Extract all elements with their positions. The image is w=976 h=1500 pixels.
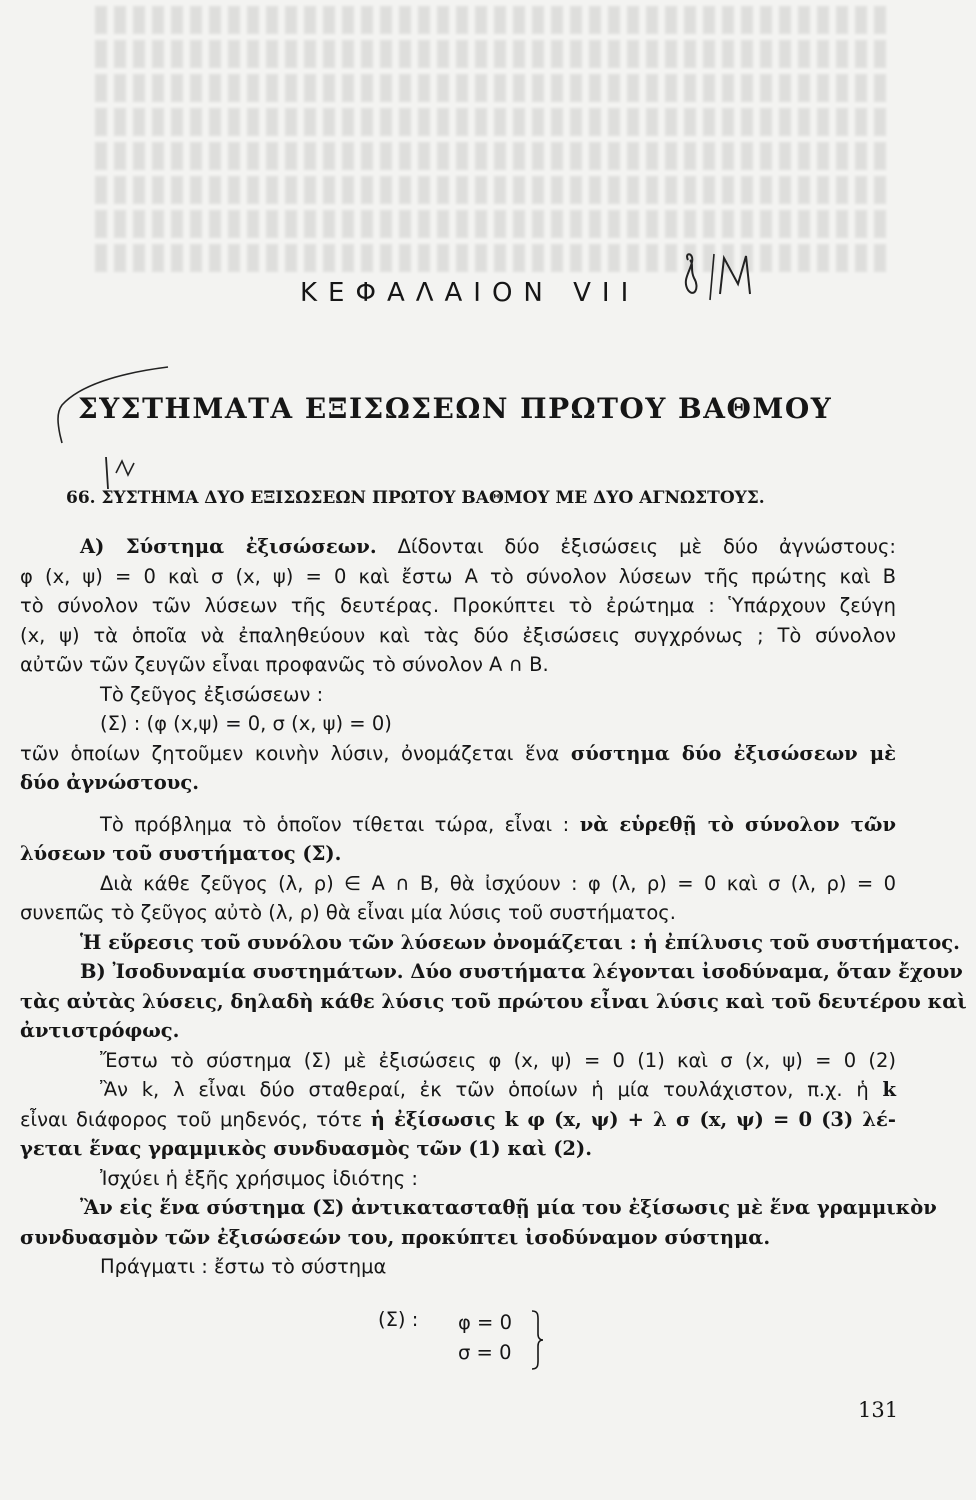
system-definition: (Σ) : (φ (x,ψ) = 0, σ (x, ψ) = 0) bbox=[100, 712, 392, 735]
body-line: γεται ἕνας γραμμικὸς συνδυασμὸς τῶν (1) καὶ (2). bbox=[20, 1137, 593, 1160]
right-brace-icon bbox=[530, 1308, 544, 1372]
body-line: Ἔστω τὸ σύστημα (Σ) μὲ ἐξισώσεις φ (x, ψ) = 0 (1) καὶ σ (x, ψ) = 0 (2) bbox=[100, 1048, 896, 1072]
body-line: Ἡ εὕρεσις τοῦ συνόλου τῶν λύσεων ὀνομάζεται : ἡ ἐπίλυσις τοῦ συστήματος. bbox=[80, 930, 960, 954]
system-equations bbox=[458, 1308, 512, 1368]
handwritten-bracket-icon bbox=[50, 365, 190, 495]
chapter-title: ΣΥΣΤΗΜΑΤΑ ΕΞΙΣΩΣΕΩΝ ΠΡΩΤΟΥ ΒΑΘΜΟΥ bbox=[78, 392, 833, 425]
body-line: Τὸ πρόβλημα τὸ ὁποῖον τίθεται τώρα, εἶναι : νὰ εὑρεθῇ τὸ σύνολον τῶν bbox=[100, 812, 896, 836]
page-number: 131 bbox=[858, 1398, 899, 1422]
chapter-heading: ΚΕΦΑΛΑΙΟΝ VII bbox=[300, 278, 640, 308]
body-line: συνδυασμὸν τῶν ἐξισώσεών του, προκύπτει ἰσοδύναμον σύστημα. bbox=[20, 1225, 771, 1249]
body-line: Ἰσχύει ἡ ἑξῆς χρήσιμος ἰδιότης : bbox=[100, 1166, 418, 1190]
body-line: Ἂν k, λ εἶναι δύο σταθεραί, ἐκ τῶν ὁποίων ἡ μία τουλάχιστον, π.χ. ἡ k bbox=[100, 1078, 896, 1101]
body-line: τῶν ὁποίων ζητοῦμεν κοινὴν λύσιν, ὀνομάζεται ἕνα σύστημα δύο ἐξισώσεων μὲ bbox=[20, 741, 896, 765]
body-line: δύο ἀγνώστους. bbox=[20, 771, 200, 794]
body-line: φ (x, ψ) = 0 καὶ σ (x, ψ) = 0 καὶ ἔστω Α τὸ σύνολον λύσεων τῆς πρώτης καὶ Β bbox=[20, 564, 896, 588]
body-line: συνεπῶς τὸ ζεῦγος αὐτὸ (λ, ρ) θὰ εἶναι μία λύσις τοῦ συστήματος. bbox=[20, 901, 676, 924]
body-line: τὰς αὐτὰς λύσεις, δηλαδὴ κάθε λύσις τοῦ πρώτου εἶναι λύσις καὶ τοῦ δευτέρου καὶ bbox=[20, 989, 967, 1013]
body-line: τὸ σύνολον τῶν λύσεων τῆς δευτέρας. Προκύπτει τὸ ἐρώτημα : Ὑπάρχουν ζεύγη bbox=[20, 594, 896, 617]
body-line: Ἂν εἰς ἕνα σύστημα (Σ) ἀντικατασταθῇ μία του ἐξίσωσις μὲ ἕνα γραμμικὸν bbox=[80, 1196, 937, 1219]
body-line: λύσεων τοῦ συστήματος (Σ). bbox=[20, 842, 342, 865]
system-label: (Σ) : bbox=[378, 1308, 419, 1331]
body-text bbox=[20, 532, 967, 1282]
body-line: εἶναι διάφορος τοῦ μηδενός, τότε ἡ ἐξίσωσις k φ (x, ψ) + λ σ (x, ψ) = 0 (3) λέ- bbox=[20, 1107, 896, 1131]
body-line: Α) Σύστημα ἐξισώσεων. Δίδονται δύο ἐξισώσεις μὲ δύο ἀγνώστους: bbox=[80, 535, 896, 558]
handwritten-annotation-icon bbox=[680, 250, 770, 305]
body-line: Διὰ κάθε ζεῦγος (λ, ρ) ∈ Α ∩ Β, θὰ ἰσχύουν : φ (λ, ρ) = 0 καὶ σ (λ, ρ) = 0 bbox=[100, 871, 896, 895]
system-equation-1: φ = 0 bbox=[458, 1311, 513, 1334]
body-line: αὐτῶν τῶν ζευγῶν εἶναι προφανῶς τὸ σύνολον Α ∩ Β. bbox=[20, 653, 549, 676]
body-line: (x, ψ) τὰ ὁποῖα νὰ ἐπαληθεύουν καὶ τὰς δύο ἐξισώσεις συγχρόνως ; Τὸ σύνολον bbox=[20, 623, 896, 647]
body-line: Β) Ἰσοδυναμία συστημάτων. Δύο συστήματα λέγονται ἰσοδύναμα, ὅταν ἔχουν bbox=[80, 960, 963, 983]
body-line: Τὸ ζεῦγος ἐξισώσεων : bbox=[100, 682, 324, 706]
section-heading: 66. ΣΥΣΤΗΜΑ ΔΥΟ ΕΞΙΣΩΣΕΩΝ ΠΡΩΤΟΥ ΒΑΘΜΟΥ ΜΕ ΔΥΟ ΑΓΝΩΣΤΟΥΣ. bbox=[66, 488, 765, 508]
body-line: ἀντιστρόφως. bbox=[20, 1019, 180, 1042]
system-equation-2: σ = 0 bbox=[458, 1341, 512, 1364]
body-line: Πράγματι : ἔστω τὸ σύστημα bbox=[100, 1255, 387, 1278]
